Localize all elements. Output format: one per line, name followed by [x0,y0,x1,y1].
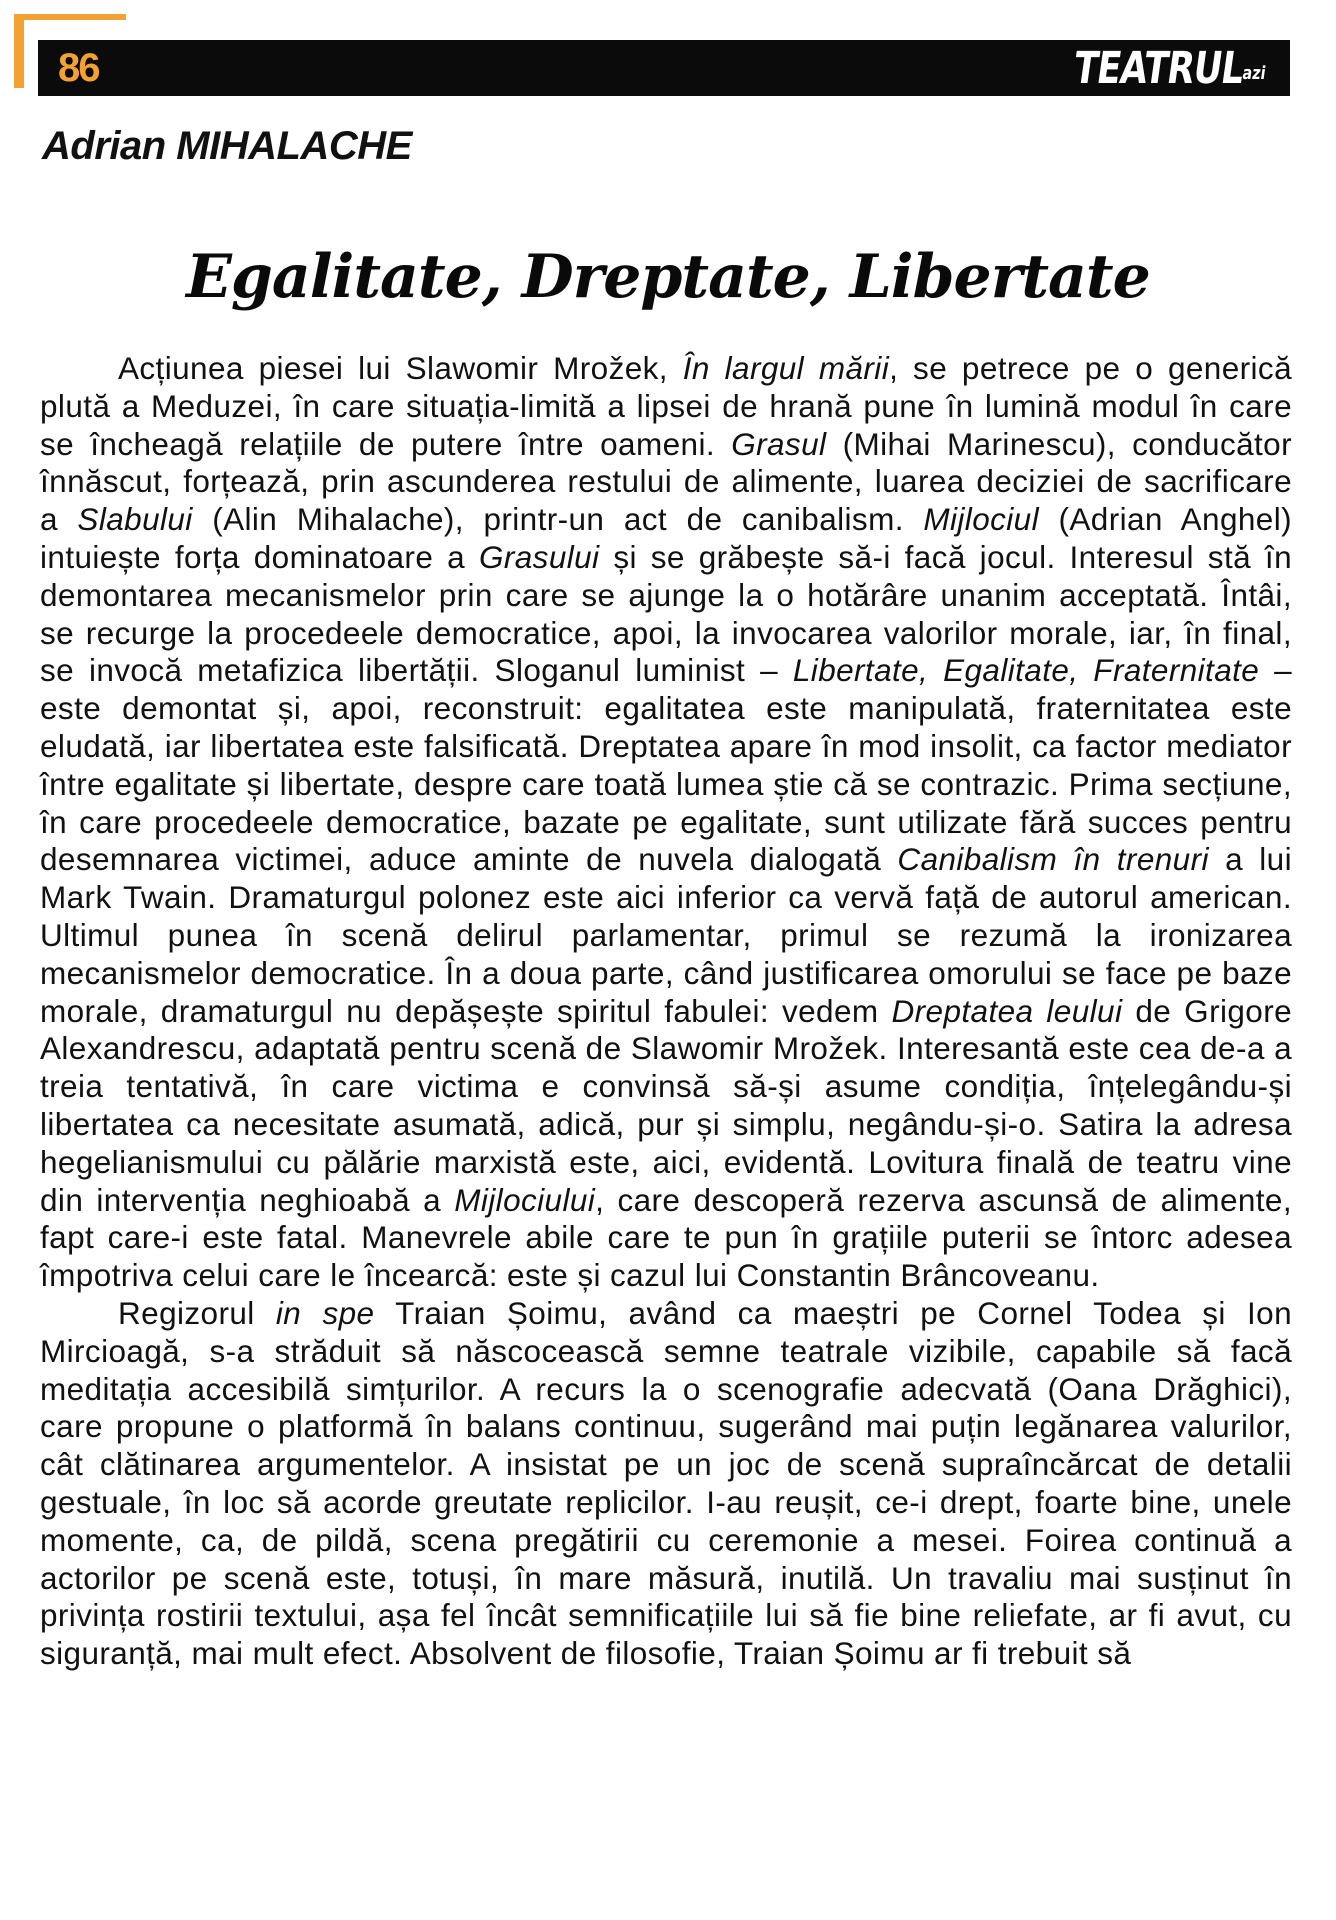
text-run: (Adrian Anghel) intuiește forța dominatoare a [40,501,1292,575]
journal-name [1070,42,1270,96]
text-run: Traian Șoimu, având ca maeștri pe Cornel Todea și Ion Mircioagă, s-a străduit să născocească semne teatrale vizibile, capabile să facă meditația accesibilă simțurilor. A recurs la o scenografie adecvată (Oana Drăghici), care propune o platformă în balans continuu, sugerând mai puțin legănarea valurilor, cât clătinarea argumentelor. A insistat pe un joc de scenă supraîncărcat de detalii gestuale, în loc să acorde greutate replicilor. I-au reușit, ce-i drept, foarte bine, unele momente, ca, de pildă, scena pregătirii cu ceremonie a mesei. Foirea continuă a actorilor pe scenă este, totuși, în mare măsură, inutilă. Un travaliu mai susținut în privința rostirii textului, așa fel încât semnificațiile lui să fie bine reliefate, ar fi avut, cu siguranță, mai mult efect. Absolvent de filosofie, Traian Șoimu ar fi trebuit să [40,1294,1292,1672]
page-number: 86 [58,40,99,96]
text-run: a lui Mark Twain. Dramaturgul polonez este aici inferior ca vervă față de autorul american. Ultimul punea în scenă delirul parlamentar, primul se rezumă la ironizarea mecanismelor democratice. În a doua parte, când justificarea omorului se face pe baze morale, dramaturgul nu depășește spiritul fabulei: vedem [40,841,1292,1029]
slogan: Libertate, Egalitate, Fraternitate [792,652,1260,689]
text-run: (Alin Mihalache), printr-un act de canibalism. [192,501,924,538]
text-run: de Grigore Alexandrescu, adaptată pentru scenă de Slawomir Mrožek. Interesantă este cea de-a a treia tentativă, în care victima e convinsă să-și asume condiția, înțelegându-și libertatea ca necesitate asumată, adică, pur și simplu, negându-și-o. Satira la adresa hegelianismului cu pălărie marxistă este, aici, evidentă. Lovitura finală de teatru vine din intervenția neghioabă a [40,992,1292,1218]
work-title: Dreptatea leului [891,992,1123,1029]
author-name: Adrian MIHALACHE [42,124,412,168]
work-title: Canibalism în trenuri [897,841,1209,878]
character-name: Mijlociul [923,501,1039,538]
character-name: Slabului [77,501,193,538]
character-name: Grasului [478,538,600,575]
text-run: și se grăbește să-i facă jocul. Interesul stă în demontarea mecanismelor prin care se ajunge la o hotărâre unanim acceptată. Întâi, se recurge la procedeele democratice, apoi, la invocarea valorilor morale, iar, în final, se invocă metafizica libertății. Sloganul luminist – [40,538,1292,689]
article-title: Egalitate, Dreptate, Libertate [186,242,1150,312]
journal-name-main: TEATRUL [1070,43,1247,94]
text-run: – este demontat și, apoi, reconstruit: egalitatea este manipulată, fraternitatea este eludată, iar libertatea este falsificată. Dreptatea apare în mod insolit, ca factor mediator între egalitate și libertate, despre care toată lumea știe că se contrazic. Prima secțiune, în care procedeele democratice, bazate pe egalitate, sunt utilizate fără succes pentru desemnarea victimei, aduce aminte de nuvela dialogată [40,652,1292,878]
text-run: , se petrece pe o generică plută a Meduzei, în care situația-limită a lipsei de hrană pune în lumină modul în care se încheagă relațiile de putere între oameni. [40,350,1292,462]
article-body [40,350,1292,1673]
text-run: (Mihai Marinescu), conducător înnăscut, forțează, prin ascunderea restului de alimente, luarea deciziei de sacrificare a [40,425,1292,538]
play-title: În largul mării [682,350,890,386]
paragraph-1 [40,350,1292,1295]
latin-phrase: in spe [275,1294,375,1331]
character-name: Mijlociului [454,1181,596,1218]
text-run: Regizorul [118,1294,276,1331]
paragraph-2 [40,1295,1292,1673]
text-run: , care descoperă rezerva ascunsă de alimente, fapt care-i este fatal. Manevrele abile care te pun în grațiile puterii se întorc adesea împotriva celui care le încearcă: este și cazul lui Constantin Brâncoveanu. [40,1181,1292,1294]
character-name: Grasul [731,425,827,462]
journal-name-suffix: azi [1240,63,1267,84]
text-run: Acțiunea piesei lui Slawomir Mrožek, [118,350,683,386]
